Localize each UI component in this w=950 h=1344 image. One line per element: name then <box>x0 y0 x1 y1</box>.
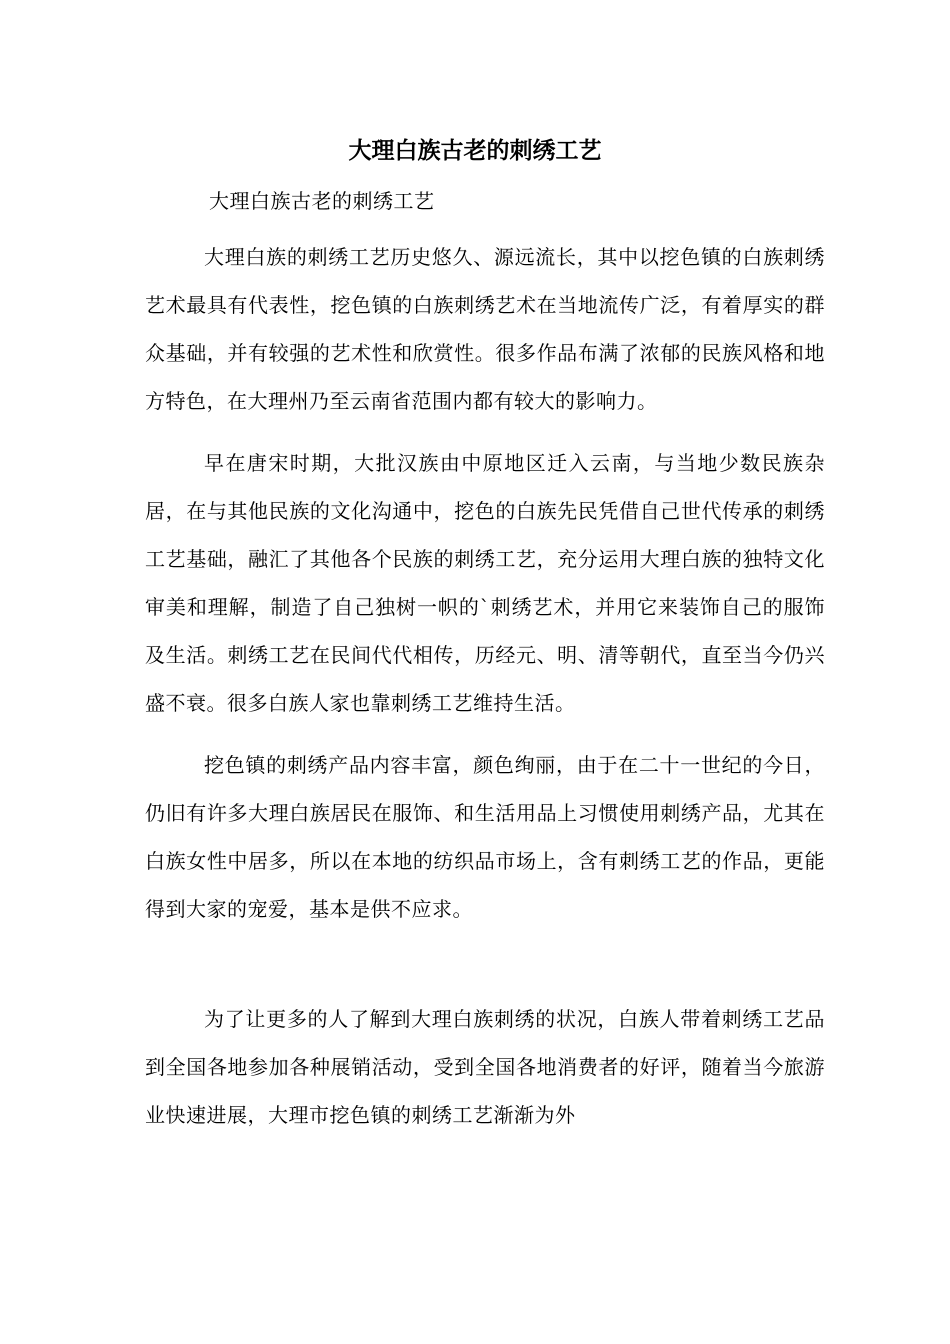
paragraph-3: 挖色镇的刺绣产品内容丰富，颜色绚丽，由于在二十一世纪的今日，仍旧有许多大理白族居民在服饰、和生活用品上习惯使用刺绣产品，尤其在白族女性中居多，所以在本地的纺织品市场上，含有刺绣工艺的作品，更能得到大家的宠爱，基本是供不应求。 <box>145 753 825 921</box>
paragraph-4: 为了让更多的人了解到大理白族刺绣的状况，白族人带着刺绣工艺品到全国各地参加各种展销活动，受到全国各地消费者的好评，随着当今旅游业快速进展，大理市挖色镇的刺绣工艺渐渐为外 <box>145 1007 825 1127</box>
document-title: 大理白族古老的刺绣工艺 <box>348 137 602 164</box>
document-body <box>145 183 825 1153</box>
document-subtitle: 大理白族古老的刺绣工艺 <box>209 189 435 213</box>
paragraph-1: 大理白族的刺绣工艺历史悠久、源远流长，其中以挖色镇的白族刺绣艺术最具有代表性，挖色镇的白族刺绣艺术在当地流传广泛，有着厚实的群众基础，并有较强的艺术性和欣赏性。很多作品布满了浓郁的民族风格和地方特色，在大理州乃至云南省范围内都有较大的影响力。 <box>145 245 825 413</box>
paragraph-2: 早在唐宋时期，大批汉族由中原地区迁入云南，与当地少数民族杂居，在与其他民族的文化沟通中，挖色的白族先民凭借自己世代传承的刺绣工艺基础，融汇了其他各个民族的刺绣工艺，充分运用大理白族的独特文化审美和理解，制造了自己独树一帜的`刺绣艺术，并用它来装饰自己的服饰及生活。刺绣工艺在民间代代相传，历经元、明、清等朝代，直至当今仍兴盛不衰。很多白族人家也靠刺绣工艺维持生活。 <box>145 451 825 715</box>
